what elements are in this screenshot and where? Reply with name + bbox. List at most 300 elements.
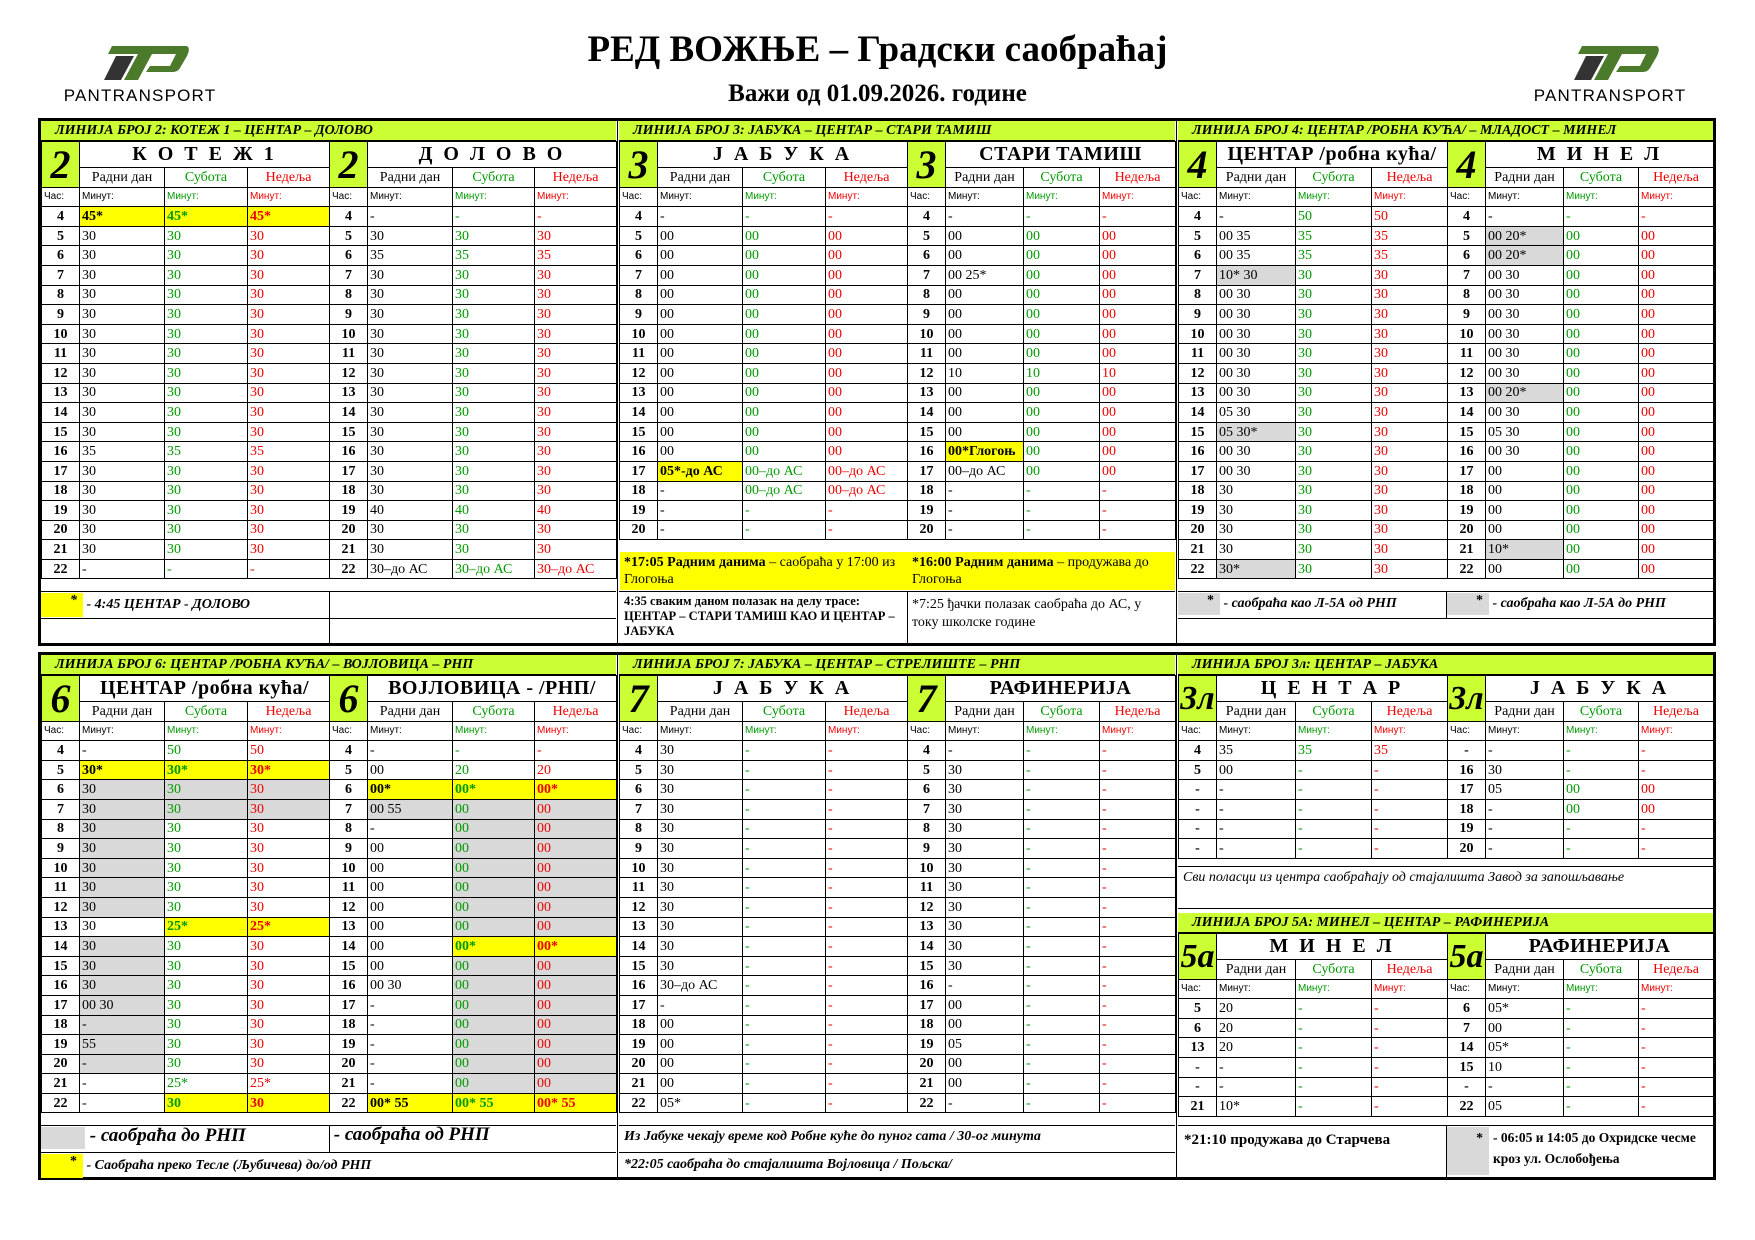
hour-cell: 11 [908, 344, 946, 364]
minute-cell: - [743, 995, 826, 1015]
table-row [1179, 1057, 1448, 1077]
note-l7-a [620, 1127, 1176, 1151]
hour-label: Час: [620, 721, 658, 741]
minute-cell: - [1639, 1057, 1714, 1077]
minute-cell: - [1296, 1097, 1372, 1117]
table-row [1448, 226, 1714, 246]
minute-cell: 00 [826, 422, 908, 442]
hour-cell: 5 [330, 760, 368, 780]
minute-cell: 30 [1372, 344, 1448, 364]
table-row [1179, 501, 1448, 521]
minute-label: Минут: [946, 187, 1024, 207]
minute-cell: 00 [1100, 285, 1176, 305]
minute-cell: 00 [743, 422, 826, 442]
note-text: *22:05 саобраћа до стајалишта Војловица / Пољска/ [624, 1157, 952, 1172]
minute-cell: 00 [826, 383, 908, 403]
saturday-header: Субота [1296, 960, 1372, 980]
weekday-header: Радни дан [946, 702, 1024, 722]
minute-label: Минут: [1639, 721, 1714, 741]
minute-cell: 30 [248, 501, 330, 521]
table-row [908, 1054, 1176, 1074]
minute-cell: 00 35 [1217, 246, 1296, 266]
minute-cell: 35 [535, 246, 617, 266]
table-row [1179, 442, 1448, 462]
terminus-name: Ј А Б У К А [658, 142, 908, 168]
hour-cell: 5 [1179, 999, 1217, 1019]
hour-cell: 9 [42, 305, 80, 325]
minute-cell: - [1024, 819, 1100, 839]
minute-cell: - [1217, 207, 1296, 227]
minute-cell: - [1639, 1097, 1714, 1117]
hour-cell: 16 [1179, 442, 1217, 462]
table-row [620, 760, 908, 780]
hour-cell: 13 [42, 383, 80, 403]
minute-cell: 30 [368, 226, 453, 246]
minute-cell: 30 [946, 878, 1024, 898]
minute-cell: 00 [453, 976, 535, 996]
table-row [330, 559, 617, 579]
sunday-header: Недеља [535, 702, 617, 722]
sunday-header: Недеља [1372, 168, 1448, 188]
minute-cell: 00 [1639, 559, 1714, 579]
hour-cell: 16 [1448, 442, 1486, 462]
minute-cell: - [743, 1074, 826, 1094]
hour-cell: 10 [330, 324, 368, 344]
table-row [1448, 481, 1714, 501]
minute-cell: - [743, 1015, 826, 1035]
minute-cell: 00 [743, 246, 826, 266]
minute-cell: 30 [80, 324, 165, 344]
minute-cell: 30 [248, 1093, 330, 1113]
terminus-name: М И Н Е Л [1486, 142, 1714, 168]
minute-cell: - [1024, 1074, 1100, 1094]
table-row [908, 760, 1176, 780]
saturday-header: Субота [1024, 702, 1100, 722]
table-row [620, 403, 908, 423]
minute-label: Минут: [946, 721, 1024, 741]
minute-cell: - [1024, 995, 1100, 1015]
hour-cell: 9 [1179, 305, 1217, 325]
table-row [908, 285, 1176, 305]
note-text: - Саобраћа преко Тесле (Љубичева) до/од РНП [86, 1158, 372, 1174]
hour-cell: 7 [1179, 265, 1217, 285]
minute-cell: - [1296, 760, 1372, 780]
star-marker: * [41, 593, 83, 617]
minute-cell: - [1372, 1057, 1448, 1077]
minute-cell: 00 [1639, 501, 1714, 521]
table-row [1179, 1077, 1448, 1097]
minute-cell: 00 [946, 1054, 1024, 1074]
minute-cell: 30 [248, 540, 330, 560]
minute-cell: - [1100, 937, 1176, 957]
minute-cell: 00 [826, 344, 908, 364]
minute-cell: 00 [535, 1035, 617, 1055]
minute-cell: 30 [248, 956, 330, 976]
minute-cell: - [1296, 799, 1372, 819]
table-row [42, 501, 330, 521]
minute-cell: 00 [1564, 383, 1639, 403]
minute-cell: - [1372, 780, 1448, 800]
weekday-header: Радни дан [658, 168, 743, 188]
table-row [1179, 819, 1448, 839]
minute-cell: - [1564, 760, 1639, 780]
minute-label: Минут: [743, 187, 826, 207]
minute-cell: 00 [1639, 540, 1714, 560]
minute-cell: 30 [1296, 305, 1372, 325]
page-subtitle: Важи од 01.09.2026. године [728, 80, 1027, 107]
hour-cell: 7 [908, 265, 946, 285]
terminus-name: ЦЕНТАР /робна кућа/ [1217, 142, 1448, 168]
hour-cell: 4 [1179, 741, 1217, 761]
hour-cell: - [1448, 741, 1486, 761]
minute-cell: 25* [165, 917, 248, 937]
hour-cell: 12 [908, 897, 946, 917]
minute-cell: 00 [1639, 481, 1714, 501]
minute-cell: 30 [535, 461, 617, 481]
minute-cell: 00 [1639, 383, 1714, 403]
note-text: *7:25 ђачки полазак саобраћа до АС, у току школске године [912, 597, 1142, 630]
minute-cell: 25* [248, 917, 330, 937]
note-text: 4:35 сваким даном полазак на делу трасе: ЦЕНТАР – СТАРИ ТАМИШ КАО И ЦЕНТАР – ЈАБУКА [624, 594, 895, 638]
minute-cell: - [1564, 1038, 1639, 1058]
minute-cell: 30 [368, 265, 453, 285]
minute-cell: - [743, 501, 826, 521]
table-row [42, 819, 330, 839]
hour-cell: 6 [908, 246, 946, 266]
table-row [1179, 344, 1448, 364]
minute-cell: 05 [946, 1035, 1024, 1055]
table-row [620, 858, 908, 878]
table-row [330, 207, 617, 227]
minute-cell: 30 [248, 461, 330, 481]
minute-cell: 30 [80, 363, 165, 383]
minute-cell: 00 [535, 858, 617, 878]
minute-cell: - [1024, 858, 1100, 878]
hour-cell: 11 [42, 344, 80, 364]
minute-cell: 00 [1100, 461, 1176, 481]
minute-cell: 00 [1564, 265, 1639, 285]
minute-cell: 35 [368, 246, 453, 266]
minute-cell: 50 [1296, 207, 1372, 227]
minute-cell: 30 [1296, 265, 1372, 285]
minute-cell: 30 [1296, 461, 1372, 481]
minute-cell: 00 [658, 1074, 743, 1094]
hour-cell: 11 [330, 344, 368, 364]
table-row [330, 1054, 617, 1074]
minute-cell: 00–до АС [826, 461, 908, 481]
minute-cell: 30 [535, 285, 617, 305]
hour-cell: 16 [330, 976, 368, 996]
hour-cell: 16 [620, 442, 658, 462]
minute-cell: 00 30 [1217, 383, 1296, 403]
minute-cell: 00 [453, 878, 535, 898]
table-row [42, 937, 330, 957]
minute-cell: - [946, 481, 1024, 501]
table-row [330, 917, 617, 937]
hour-cell: 14 [620, 403, 658, 423]
table-row [42, 878, 330, 898]
minute-cell: 30 [1296, 324, 1372, 344]
line-number: 4 [1179, 142, 1217, 188]
hour-cell: 15 [1448, 1057, 1486, 1077]
note-l3-c [620, 592, 908, 642]
note-l3l [1179, 868, 1714, 892]
minute-cell: 30* [165, 760, 248, 780]
table-row [330, 858, 617, 878]
table-row [620, 344, 908, 364]
minute-cell: - [1639, 839, 1714, 859]
minute-cell: 30 [80, 858, 165, 878]
minute-cell: 30 [1296, 363, 1372, 383]
saturday-header: Субота [743, 168, 826, 188]
table-row [330, 344, 617, 364]
minute-cell: 30 [80, 839, 165, 859]
minute-cell: 00 [1639, 305, 1714, 325]
hour-cell: 19 [620, 1035, 658, 1055]
hour-cell: 4 [330, 741, 368, 761]
table-row [620, 1054, 908, 1074]
minute-cell: 30 [368, 422, 453, 442]
hour-cell: 18 [42, 1015, 80, 1035]
minute-cell: 50 [165, 741, 248, 761]
table-row [42, 956, 330, 976]
table-row [908, 917, 1176, 937]
weekday-header: Радни дан [658, 702, 743, 722]
saturday-header: Субота [743, 702, 826, 722]
minute-cell: 00 [658, 285, 743, 305]
table-row [908, 442, 1176, 462]
minute-cell: - [1024, 1054, 1100, 1074]
line-number: 7 [908, 676, 946, 722]
minute-cell: 30 [1372, 501, 1448, 521]
minute-cell: 00 [368, 956, 453, 976]
table-row [330, 481, 617, 501]
minute-cell: 00 [1639, 246, 1714, 266]
minute-cell: 00 30 [1217, 305, 1296, 325]
weekday-header: Радни дан [1217, 702, 1296, 722]
minute-cell: 00 20* [1486, 246, 1564, 266]
hour-cell: 22 [620, 1093, 658, 1113]
minute-cell: 05 30 [1217, 403, 1296, 423]
minute-cell: 05 30 [1486, 422, 1564, 442]
minute-cell: 00 [1564, 501, 1639, 521]
table-row [1448, 839, 1714, 859]
hour-cell: 22 [42, 1093, 80, 1113]
hour-cell: 10 [620, 858, 658, 878]
page-title: РЕД ВОЖЊЕ – Градски саобраћај [587, 29, 1168, 70]
minute-cell: - [826, 1074, 908, 1094]
minute-label: Минут: [1639, 187, 1714, 207]
minute-cell: 30 [1372, 481, 1448, 501]
hour-cell: - [1179, 799, 1217, 819]
minute-cell: 00 [1564, 780, 1639, 800]
minute-cell: 30 [368, 442, 453, 462]
minute-cell: - [743, 207, 826, 227]
table-row [908, 226, 1176, 246]
table-row [1448, 461, 1714, 481]
minute-cell: 25* [165, 1074, 248, 1094]
minute-cell: 30 [946, 858, 1024, 878]
minute-cell: - [826, 995, 908, 1015]
minute-cell: 30* [80, 760, 165, 780]
line-number: 7 [620, 676, 658, 722]
minute-cell: 30 [1372, 442, 1448, 462]
hour-label: Час: [42, 187, 80, 207]
minute-cell: - [1024, 760, 1100, 780]
hour-cell: 15 [330, 956, 368, 976]
minute-cell: 30 [946, 799, 1024, 819]
line-header-l5a: ЛИНИЈА БРОЈ 5А: МИНЕЛ – ЦЕНТАР – РАФИНЕРИЈА [1178, 913, 1713, 933]
minute-cell: 00* 55 [535, 1093, 617, 1113]
hour-cell: 9 [908, 305, 946, 325]
minute-cell: 30 [368, 461, 453, 481]
minute-cell: 00 [743, 324, 826, 344]
minute-cell: 30 [368, 520, 453, 540]
minute-cell: 00 [535, 976, 617, 996]
minute-cell: 00 [1024, 403, 1100, 423]
hour-cell: 5 [1179, 226, 1217, 246]
minute-cell: - [826, 1035, 908, 1055]
minute-cell: 35 [453, 246, 535, 266]
minute-label: Минут: [453, 721, 535, 741]
hour-cell: 7 [1448, 265, 1486, 285]
minute-cell: - [1100, 501, 1176, 521]
hour-cell: 20 [42, 1054, 80, 1074]
hour-cell: 12 [1179, 363, 1217, 383]
hour-cell: 15 [1179, 422, 1217, 442]
terminus-name: ВОЈЛОВИЦА - /РНП/ [368, 676, 617, 702]
minute-cell: 00 [535, 1054, 617, 1074]
line-header-l7: ЛИНИЈА БРОЈ 7: ЈАБУКА – ЦЕНТАР – СТРЕЛИШТЕ – РНП [619, 655, 1175, 675]
minute-cell: - [826, 207, 908, 227]
minute-cell: 30 [658, 799, 743, 819]
table-row [908, 819, 1176, 839]
table-row [42, 559, 330, 579]
terminus-name: РАФИНЕРИЈА [1486, 934, 1714, 960]
minute-cell: - [826, 858, 908, 878]
minute-cell: - [1024, 1093, 1100, 1113]
minute-cell: 00 [743, 442, 826, 462]
table-row [908, 305, 1176, 325]
timetable-l3l-b [1447, 675, 1714, 859]
minute-cell: 30 [453, 305, 535, 325]
table-row [330, 1035, 617, 1055]
hour-label: Час: [42, 721, 80, 741]
minute-label: Минут: [1564, 979, 1639, 999]
table-row [330, 403, 617, 423]
table-row [1179, 265, 1448, 285]
hour-cell: 10 [908, 858, 946, 878]
minute-cell: 00 [368, 878, 453, 898]
minute-cell: 00 [826, 324, 908, 344]
table-row [330, 501, 617, 521]
hour-cell: 19 [620, 501, 658, 521]
hour-cell: 7 [42, 265, 80, 285]
line-header-l3: ЛИНИЈА БРОЈ 3: ЈАБУКА – ЦЕНТАР – СТАРИ ТАМИШ [619, 121, 1175, 141]
star-marker: * [41, 1154, 83, 1178]
minute-cell: - [1372, 1097, 1448, 1117]
minute-cell: 30 [165, 285, 248, 305]
minute-cell: - [1024, 1015, 1100, 1035]
minute-cell: 00 [1639, 799, 1714, 819]
minute-label: Минут: [80, 721, 165, 741]
minute-cell: - [1564, 839, 1639, 859]
minute-cell: - [1296, 839, 1372, 859]
minute-cell: - [1100, 481, 1176, 501]
minute-cell: 30 [1372, 363, 1448, 383]
table-row [1448, 207, 1714, 227]
hour-label: Час: [1448, 721, 1486, 741]
minute-cell: 30 [248, 265, 330, 285]
table-row [620, 1035, 908, 1055]
table-row [908, 780, 1176, 800]
hour-cell: 10 [1448, 324, 1486, 344]
minute-cell: - [1100, 799, 1176, 819]
minute-cell: 00 30 [1217, 442, 1296, 462]
note-l5a-b [1447, 1126, 1713, 1178]
minute-cell: 00 30 [1486, 363, 1564, 383]
minute-label: Минут: [1372, 979, 1448, 999]
minute-cell: - [1024, 976, 1100, 996]
hour-cell: 17 [42, 461, 80, 481]
minute-cell: 00 [658, 344, 743, 364]
timetable-l6-b [329, 675, 617, 1113]
minute-cell: - [1296, 1077, 1372, 1097]
table-row [330, 839, 617, 859]
table-row [620, 324, 908, 344]
table-row [1448, 422, 1714, 442]
table-row [42, 995, 330, 1015]
table-row [330, 995, 617, 1015]
hour-cell: 4 [908, 207, 946, 227]
table-row [908, 246, 1176, 266]
minute-cell: 30 [368, 363, 453, 383]
minute-cell: 30 [165, 839, 248, 859]
minute-cell: 00 [1564, 226, 1639, 246]
minute-cell: - [368, 1074, 453, 1094]
hour-cell: 6 [620, 246, 658, 266]
table-row [1179, 422, 1448, 442]
table-row [1179, 540, 1448, 560]
minute-cell: 00 [1100, 226, 1176, 246]
minute-cell: 30 [248, 1054, 330, 1074]
sunday-header: Недеља [1100, 702, 1176, 722]
minute-cell: 30–до АС [368, 559, 453, 579]
minute-cell: 00* [453, 937, 535, 957]
minute-cell: 30 [368, 324, 453, 344]
minute-cell: 30 [248, 1035, 330, 1055]
minute-cell: 30 [658, 917, 743, 937]
terminus-name: Ј А Б У К А [658, 676, 908, 702]
minute-cell: - [743, 917, 826, 937]
minute-cell: 00 [1639, 442, 1714, 462]
timetable-l4-a [1178, 141, 1448, 579]
minute-cell: - [1100, 897, 1176, 917]
minute-cell: 00 [1100, 265, 1176, 285]
table-row [908, 858, 1176, 878]
table-row [1448, 285, 1714, 305]
minute-cell: 30 [658, 878, 743, 898]
minute-cell: 30 [368, 383, 453, 403]
minute-cell: 30 [535, 265, 617, 285]
hour-cell: 11 [330, 878, 368, 898]
minute-cell: 00 [1639, 226, 1714, 246]
minute-cell: 00 [1564, 799, 1639, 819]
minute-cell: 00 [1564, 344, 1639, 364]
table-row [908, 422, 1176, 442]
minute-cell: - [1100, 819, 1176, 839]
line-number: 5а [1448, 934, 1486, 980]
